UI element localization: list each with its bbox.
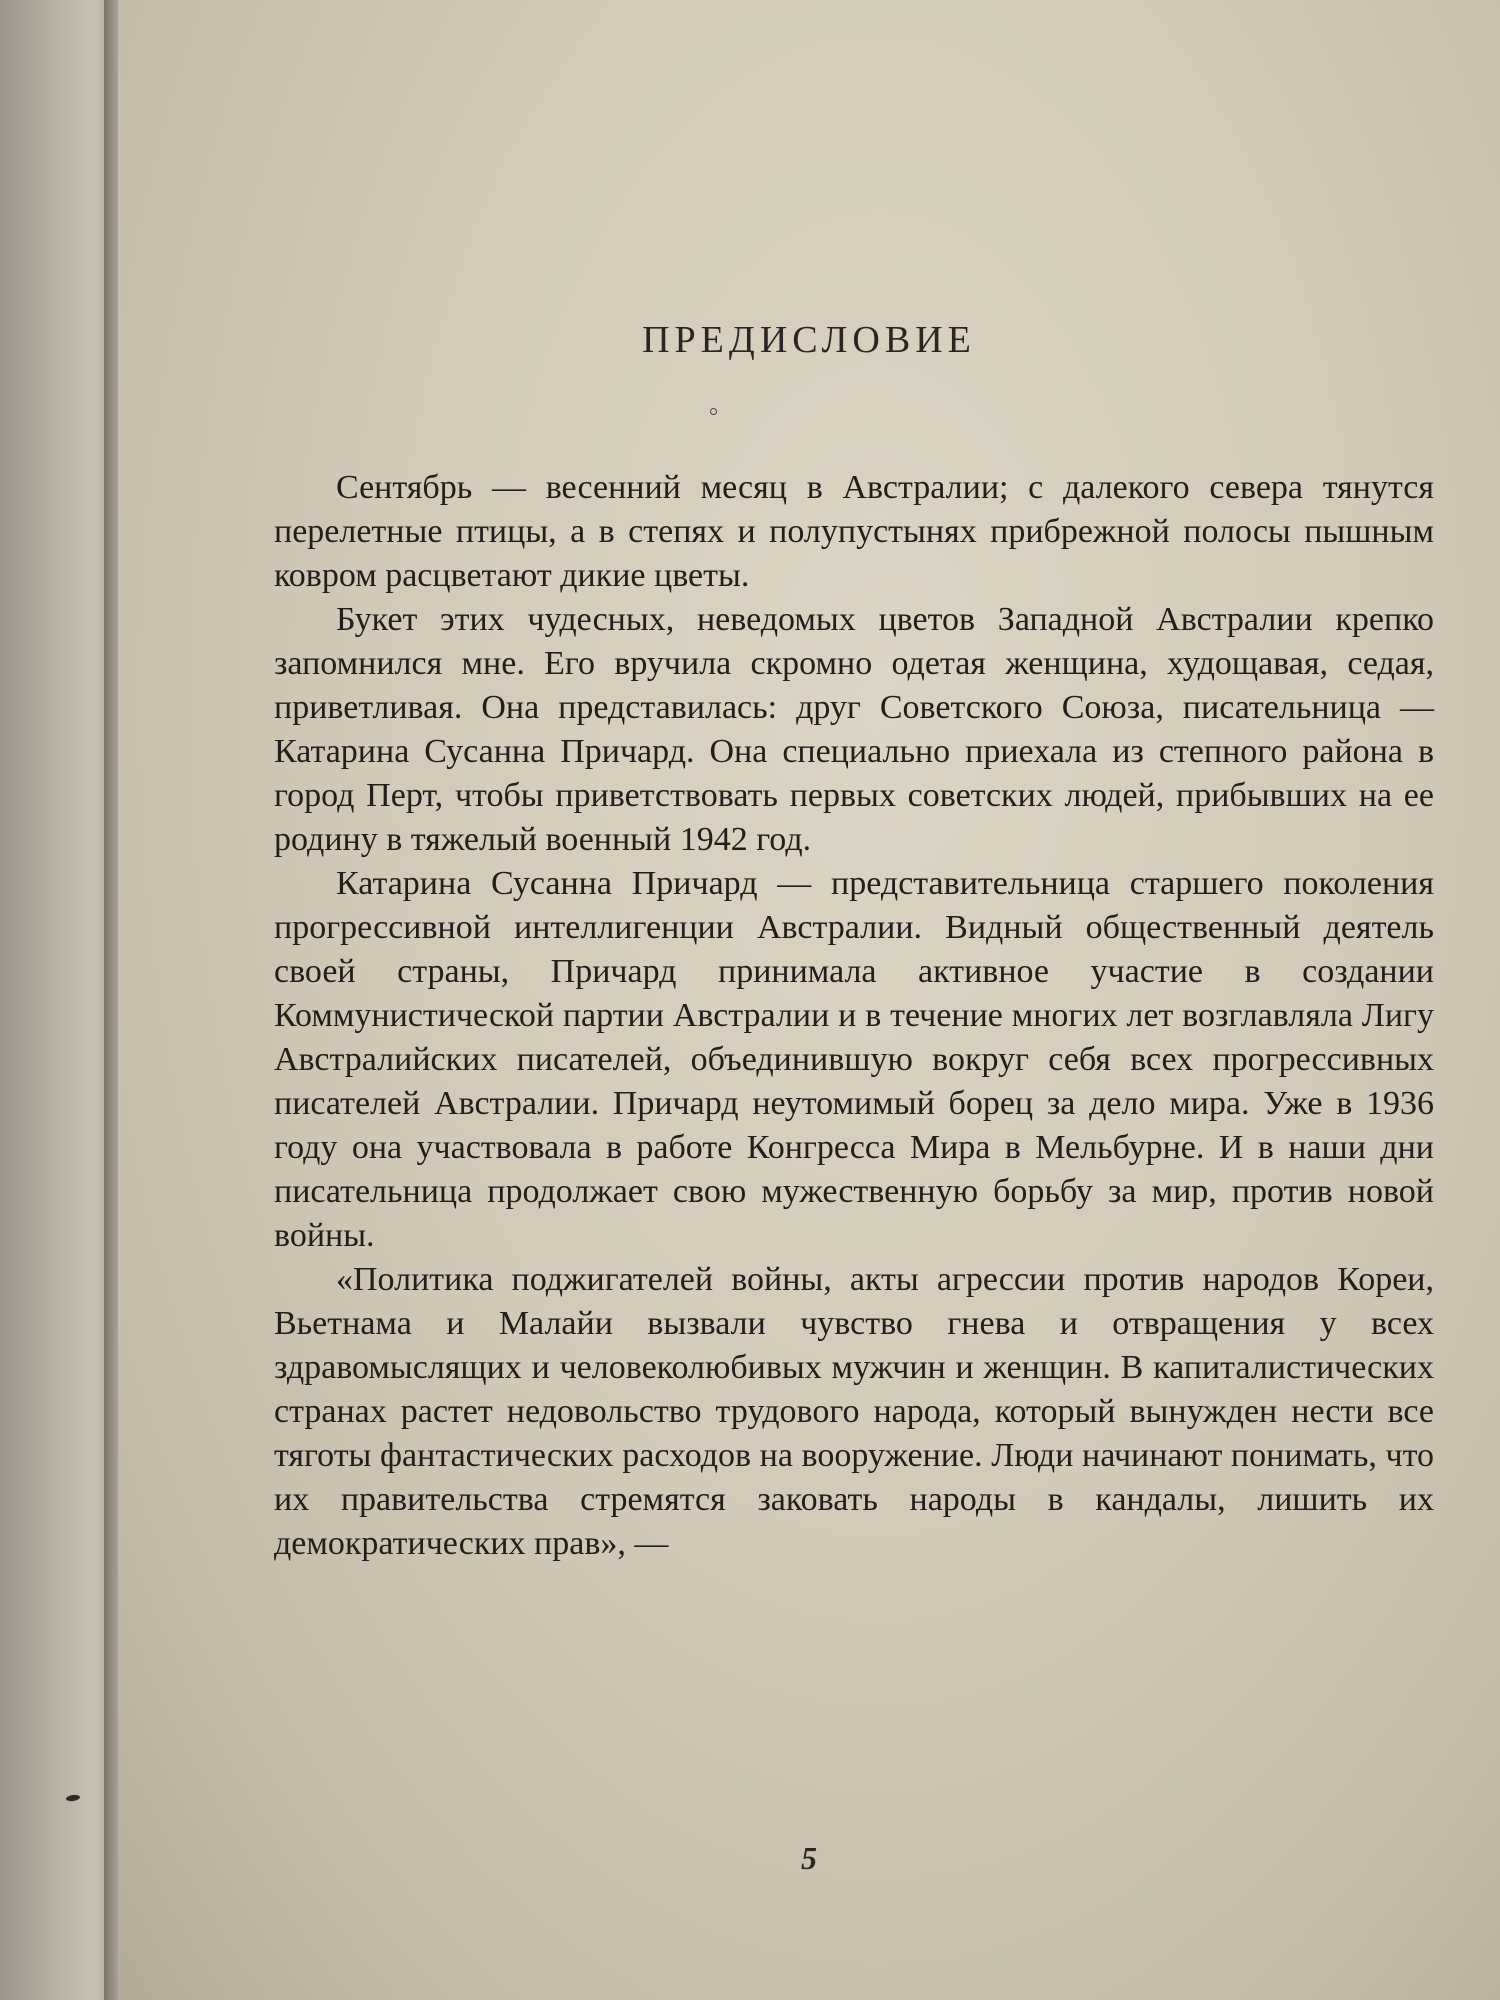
body-text bbox=[274, 466, 1434, 1566]
paragraph: Букет этих чудесных, неведомых цветов Западной Австралии крепко запомнился мне. Его вручила скромно одетая женщина, худощавая, седая, приветливая. Она представилась: друг Советского Союза, писательница — Катарина Сусанна Причард. Она специально приехала из степного района в город Перт, чтобы приветствовать первых советских людей, прибывших на ее родину в тяжелый военный 1942 год. bbox=[274, 601, 1434, 858]
paragraph: «Политика поджигателей войны, акты агрессии против народов Кореи, Вьетнама и Малайи вызвали чувство гнева и отвращения у всех здравомыслящих и человеколюбивых мужчин и женщин. В капиталистических странах растет недовольство трудового народа, который вынужден нести все тяготы фантастических расходов на вооружение. Люди начинают понимать, что их правительства стремятся заковать народы в кандалы, лишить их демократических прав», — bbox=[274, 1261, 1434, 1562]
chapter-heading: ПРЕДИСЛОВИЕ bbox=[642, 319, 976, 361]
paragraph: Сентябрь — весенний месяц в Австралии; с далекого севера тянутся перелетные птицы, а в степях и полупустынях прибрежной полосы пышным ковром расцветают дикие цветы. bbox=[274, 469, 1434, 594]
book-gutter bbox=[104, 0, 118, 2000]
heading-ornament bbox=[710, 408, 717, 415]
book-page bbox=[118, 0, 1500, 2000]
previous-page-edge bbox=[0, 0, 118, 2000]
page-number: 5 bbox=[801, 1840, 817, 1876]
paragraph: Катарина Сусанна Причард — представительница старшего поколения прогрессивной интеллигенции Австралии. Видный общественный деятель своей страны, Причард принимала активное участие в создании Коммунистической партии Австралии и в течение многих лет возглавляла Лигу Австралийских писателей, объединившую вокруг себя всех прогрессивных писателей Австралии. Причард неутомимый борец за дело мира. Уже в 1936 году она участвовала в работе Конгресса Мира в Мельбурне. И в наши дни писательница продолжает свою мужественную борьбу за мир, против новой войны. bbox=[274, 865, 1434, 1254]
